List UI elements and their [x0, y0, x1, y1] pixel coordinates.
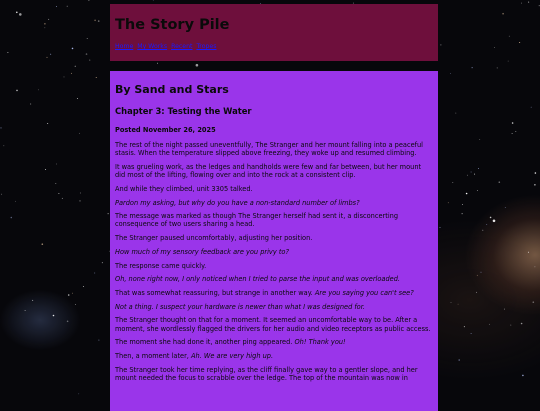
paragraph-text: How much of my sensory feedback are you privy to?	[115, 248, 289, 256]
paragraph-text: The Stranger paused uncomfortably, adjusting her position.	[115, 234, 312, 242]
story-paragraph	[115, 303, 432, 311]
paragraph-emphasis: Oh! Thank you!	[294, 338, 345, 346]
paragraph-text: Not a thing. I suspect your hardware is newer than what I was designed for.	[115, 303, 365, 311]
paragraph-text: It was grueling work, as the ledges and handholds were few and far between, but her mount did most of the lifting, flowing over and into the rock at a consistent clip.	[115, 163, 421, 179]
paragraph-text: That was somewhat reassuring, but strange in another way.	[115, 289, 315, 297]
paragraph-text: And while they climbed, unit 3305 talked.	[115, 185, 253, 193]
story-paragraph	[115, 338, 432, 346]
story-paragraph	[115, 262, 432, 270]
story-paragraph	[115, 275, 432, 283]
story-paragraph	[115, 234, 432, 242]
chapter-title: Chapter 3: Testing the Water	[115, 106, 432, 117]
story-paragraph	[115, 199, 432, 207]
nav-link-home[interactable]: Home	[115, 43, 133, 50]
story-paragraph	[115, 212, 432, 228]
site-title: The Story Pile	[115, 16, 434, 34]
paragraph-text: The moment she had done it, another ping appeared.	[115, 338, 294, 346]
paragraph-text: Oh, none right now, I only noticed when I tried to parse the input and was overloaded.	[115, 275, 400, 283]
nav-link-recent[interactable]: Recent	[171, 43, 192, 50]
paragraph-text: Pardon my asking, but why do you have a non-standard number of limbs?	[115, 199, 360, 207]
paragraph-text: The Stranger took her time replying, as the cliff finally gave way to a gentler slope, and her mount needed the focus to scrabble over the ledge. The top of the mountain was now in	[115, 366, 418, 382]
site-header	[110, 4, 438, 61]
paragraph-text: The Stranger thought on that for a moment. It seemed an uncomfortable way to be. After a moment, she wordlessly flagged the drivers for her audio and video receptors as public access.	[115, 316, 431, 332]
story-title: By Sand and Stars	[115, 83, 432, 97]
nav-link-my-works[interactable]: My Works	[137, 43, 167, 50]
paragraph-text: The response came quickly.	[115, 262, 206, 270]
site-nav	[115, 43, 434, 51]
story-paragraph	[115, 248, 432, 256]
story-content	[110, 71, 438, 411]
story-paragraph	[115, 316, 432, 332]
story-paragraph	[115, 185, 432, 193]
paragraph-emphasis: Ah. We are very high up.	[191, 352, 273, 360]
story-paragraph	[115, 366, 432, 382]
paragraph-text: The rest of the night passed uneventfully, The Stranger and her mount falling into a peaceful stasis. When the temperature slipped above freezing, they woke up and resumed climbing.	[115, 141, 423, 157]
paragraph-text: The message was marked as though The Stranger herself had sent it, a disconcerting consequence of two users sharing a head.	[115, 212, 398, 228]
story-paragraph	[115, 163, 432, 179]
posted-date: Posted November 26, 2025	[115, 126, 432, 135]
story-paragraph	[115, 289, 432, 297]
paragraph-text: Then, a moment later,	[115, 352, 191, 360]
story-paragraph	[115, 141, 432, 157]
paragraph-emphasis: Are you saying you can't see?	[315, 289, 414, 297]
nav-link-tropes[interactable]: Tropes	[196, 43, 216, 50]
story-paragraph	[115, 352, 432, 360]
story-body	[115, 141, 432, 382]
